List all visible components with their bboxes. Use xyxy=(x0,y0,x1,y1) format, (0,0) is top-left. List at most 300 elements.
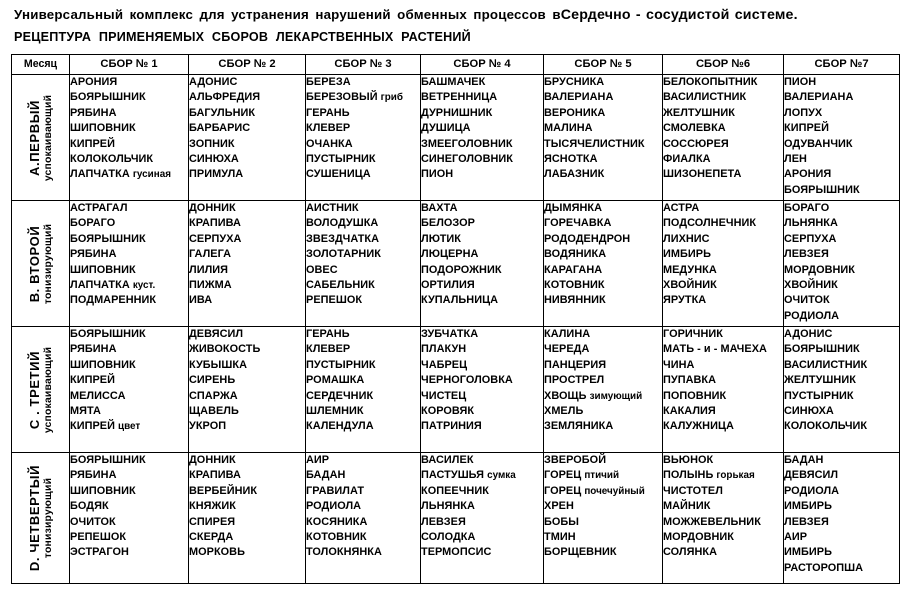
herb-name: МЕДУНКА xyxy=(663,263,717,276)
herb-list-cell xyxy=(544,75,663,201)
herb-item xyxy=(189,216,305,231)
herb-item xyxy=(663,404,783,419)
herb-list-cell xyxy=(544,327,663,453)
herb-name: ДУРНИШНИК xyxy=(421,106,493,119)
herb-name: РАСТОРОПША xyxy=(784,561,864,574)
herb-list-cell xyxy=(544,201,663,327)
herb-name: САБЕЛЬНИК xyxy=(306,279,375,292)
herb-name: СИРЕНЬ xyxy=(189,374,236,387)
herb-item xyxy=(306,453,420,468)
herb-name: БОЯРЫШНИК xyxy=(784,183,860,196)
column-header-sbor-6: СБОР №6 xyxy=(663,55,784,75)
herb-name: ЖИВОКОСТЬ xyxy=(189,343,261,356)
month-label xyxy=(27,94,53,180)
herb-name: ИМБИРЬ xyxy=(784,546,832,559)
herb-item xyxy=(663,419,783,434)
herb-name: ГОРЕЦ xyxy=(544,469,585,482)
herb-name: СИНЕГОЛОВНИК xyxy=(421,153,513,166)
herb-item xyxy=(306,90,420,105)
herb-name: ЛЬНЯНКА xyxy=(784,217,838,230)
herb-name: ЯРУТКА xyxy=(663,294,707,307)
herb-name: ЛЕВЗЕЯ xyxy=(784,515,829,528)
herb-name: ПОДСОЛНЕЧНИК xyxy=(663,217,757,230)
herb-item xyxy=(189,75,305,90)
herb-item xyxy=(663,152,783,167)
herb-item xyxy=(306,389,420,404)
month-label-main: А.ПЕРВЫЙ xyxy=(26,99,42,176)
herb-item xyxy=(70,201,188,216)
herb-name: СОССЮРЕЯ xyxy=(663,137,729,150)
herb-name: КУПАЛЬНИЦА xyxy=(421,294,499,307)
herb-item xyxy=(306,419,420,434)
herb-name: ХВОЙНИК xyxy=(663,279,717,292)
herb-item xyxy=(421,468,543,483)
herb-item xyxy=(189,484,305,499)
herb-list xyxy=(544,201,662,309)
herb-item xyxy=(663,167,783,182)
herb-name: МАЛИНА xyxy=(544,122,593,135)
herb-name: ЧЕРЕДА xyxy=(544,343,590,356)
herb-item xyxy=(306,515,420,530)
herb-item xyxy=(784,278,899,293)
table-row xyxy=(12,453,900,584)
herb-name: РОДИОЛА xyxy=(784,484,840,497)
herb-item xyxy=(544,75,662,90)
herb-name: КОРОВЯК xyxy=(421,405,475,418)
herb-name: МАЙНИК xyxy=(663,500,711,513)
herb-name: ТМИН xyxy=(544,531,576,544)
herb-item xyxy=(421,484,543,499)
herb-list xyxy=(189,75,305,183)
herb-item xyxy=(189,263,305,278)
herb-item xyxy=(663,358,783,373)
herb-name: МОРДОВНИК xyxy=(663,531,735,544)
herb-item xyxy=(421,121,543,136)
herb-item xyxy=(70,499,188,514)
herb-item xyxy=(663,389,783,404)
herb-item xyxy=(544,419,662,434)
page-title-part1: Универсальный комплекс для устранения нарушений обменных процессов в xyxy=(14,7,561,22)
herb-list-cell xyxy=(189,327,306,453)
herb-item xyxy=(70,137,188,152)
herb-list xyxy=(70,453,188,561)
herb-name: ХМЕЛЬ xyxy=(544,405,584,418)
herb-item xyxy=(70,263,188,278)
herb-name: ЛЬНЯНКА xyxy=(421,500,475,513)
herb-list xyxy=(70,201,188,309)
herb-list xyxy=(663,327,783,435)
herb-name: БОЯРЫШНИК xyxy=(70,232,146,245)
herb-item xyxy=(70,545,188,560)
herb-list xyxy=(421,201,543,309)
herb-item xyxy=(544,263,662,278)
herb-list xyxy=(663,201,783,309)
herb-item xyxy=(306,232,420,247)
herb-item xyxy=(70,327,188,342)
herb-list-cell xyxy=(663,327,784,453)
herb-name: БАДАН xyxy=(784,454,824,466)
recipe-table xyxy=(11,54,900,584)
herb-name: БОДЯК xyxy=(70,500,109,513)
herb-item xyxy=(306,468,420,483)
herb-item xyxy=(306,263,420,278)
herb-name: ОЧИТОК xyxy=(784,294,830,307)
herb-list xyxy=(306,201,420,309)
herb-name: ШИПОВНИК xyxy=(70,263,136,276)
herb-name: КАКАЛИЯ xyxy=(663,405,716,418)
herb-name: ЧЕРНОГОЛОВКА xyxy=(421,374,513,387)
herb-item xyxy=(784,419,899,434)
herb-item xyxy=(663,373,783,388)
herb-item xyxy=(70,453,188,468)
herb-item xyxy=(544,468,662,483)
herb-name: БОЯРЫШНИК xyxy=(70,328,146,340)
herb-name: ДЕВЯСИЛ xyxy=(189,328,244,340)
herb-name: БЕЛОКОПЫТНИК xyxy=(663,76,758,88)
herb-item xyxy=(421,75,543,90)
herb-name: ПИОН xyxy=(421,168,454,181)
herb-name: ЩАВЕЛЬ xyxy=(189,405,239,418)
herb-item xyxy=(784,453,899,468)
herb-item xyxy=(189,499,305,514)
herb-name: ЛИХНИС xyxy=(663,232,710,245)
herb-name: АРОНИЯ xyxy=(70,76,118,88)
herb-name: ШИПОВНИК xyxy=(70,484,136,497)
herb-name: СИНЮХА xyxy=(784,405,834,418)
herb-name: БАДАН xyxy=(306,469,346,482)
herb-name: ЛАПЧАТКА xyxy=(70,279,133,292)
herb-item xyxy=(544,358,662,373)
herb-item xyxy=(663,327,783,342)
herb-qualifier: почечуйный xyxy=(584,485,645,497)
herb-list-cell xyxy=(306,453,421,584)
herb-name: ПУСТЫРНИК xyxy=(306,153,376,166)
herb-item xyxy=(544,167,662,182)
column-header-sbor-1: СБОР № 1 xyxy=(70,55,189,75)
herb-item xyxy=(421,152,543,167)
herb-name: СПАРЖА xyxy=(189,389,238,402)
herb-name: БОЯРЫШНИК xyxy=(784,343,860,356)
herb-item xyxy=(544,278,662,293)
herb-item xyxy=(544,121,662,136)
herb-item xyxy=(306,167,420,182)
herb-item xyxy=(306,121,420,136)
herb-item xyxy=(70,247,188,262)
herb-item xyxy=(663,293,783,308)
herb-item xyxy=(421,278,543,293)
herb-item xyxy=(663,515,783,530)
herb-item xyxy=(189,90,305,105)
herb-list xyxy=(663,453,783,561)
herb-item xyxy=(70,278,188,293)
herb-name: РОДОДЕНДРОН xyxy=(544,232,631,245)
herb-list-cell xyxy=(189,453,306,584)
herb-name: ЛЕН xyxy=(784,153,807,166)
page-title xyxy=(14,6,910,24)
herb-name: ДЕВЯСИЛ xyxy=(784,469,839,482)
herb-qualifier: горькая xyxy=(716,470,755,482)
herb-name: ЧИСТОТЕЛ xyxy=(663,484,723,497)
herb-name: ГРАВИЛАТ xyxy=(306,484,365,497)
herb-item xyxy=(663,499,783,514)
herb-name: КИПРЕЙ xyxy=(784,122,829,135)
column-header-sbor-5: СБОР № 5 xyxy=(544,55,663,75)
herb-name: ДУШИЦА xyxy=(421,122,471,135)
herb-item xyxy=(421,247,543,262)
herb-name: КОСЯНИКА xyxy=(306,515,368,528)
herb-item xyxy=(784,358,899,373)
herb-name: ПИОН xyxy=(784,76,817,88)
herb-name: МОЖЖЕВЕЛЬНИК xyxy=(663,515,761,528)
herb-name: БЕЛОЗОР xyxy=(421,217,475,230)
herb-item xyxy=(544,293,662,308)
herb-name: КРАПИВА xyxy=(189,469,241,482)
page-subtitle: РЕЦЕПТУРА ПРИМЕНЯЕМЫХ СБОРОВ ЛЕКАРСТВЕННЫХ РАСТЕНИЙ xyxy=(14,30,471,44)
herb-list-cell xyxy=(306,201,421,327)
herb-item xyxy=(70,75,188,90)
herb-list xyxy=(189,453,305,561)
herb-item xyxy=(306,278,420,293)
herb-item xyxy=(421,90,543,105)
herb-name: ЖЕЛТУШНИК xyxy=(663,106,735,119)
month-label xyxy=(27,223,53,303)
herb-list-cell xyxy=(70,75,189,201)
herb-item xyxy=(421,515,543,530)
herb-item xyxy=(306,75,420,90)
herb-item xyxy=(70,342,188,357)
herb-name: КОЛОКОЛЬЧИК xyxy=(784,420,868,433)
herb-name: ШИПОВНИК xyxy=(70,122,136,135)
herb-name: КИПРЕЙ xyxy=(70,137,115,150)
herb-name: АДОНИС xyxy=(784,328,833,340)
herb-name: ФИАЛКА xyxy=(663,153,711,166)
herb-name: ПАТРИНИЯ xyxy=(421,420,482,433)
herb-name: МОРКОВЬ xyxy=(189,546,245,559)
herb-item xyxy=(189,453,305,468)
herb-item xyxy=(421,342,543,357)
herb-item xyxy=(784,201,899,216)
herb-name: ПУПАВКА xyxy=(663,374,717,387)
herb-item xyxy=(663,232,783,247)
herb-item xyxy=(189,167,305,182)
herb-list-cell xyxy=(663,201,784,327)
herb-list-cell xyxy=(421,453,544,584)
herb-name: БОБЫ xyxy=(544,515,579,528)
herb-list-cell xyxy=(421,327,544,453)
herb-name: КРАПИВА xyxy=(189,217,241,230)
herb-name: ВАСИЛЕК xyxy=(421,454,474,466)
herb-item xyxy=(421,216,543,231)
herb-name: КНЯЖИК xyxy=(189,500,236,513)
herb-item xyxy=(189,468,305,483)
herb-list-cell xyxy=(70,201,189,327)
herb-item xyxy=(306,342,420,357)
herb-item xyxy=(784,75,899,90)
month-cell xyxy=(12,453,70,584)
herb-item xyxy=(663,530,783,545)
herb-name: ХВОЙНИК xyxy=(784,279,838,292)
herb-item xyxy=(544,90,662,105)
herb-name: ЛОПУХ xyxy=(784,106,823,119)
herb-name: БОРАГО xyxy=(70,217,116,230)
herb-name: МАТЬ - и - МАЧЕХА xyxy=(663,343,767,356)
herb-item xyxy=(784,183,899,198)
herb-item xyxy=(544,499,662,514)
herb-name: ХРЕН xyxy=(544,500,574,513)
herb-list xyxy=(189,327,305,435)
herb-item xyxy=(784,106,899,121)
herb-item xyxy=(784,515,899,530)
herb-name: ЗОЛОТАРНИК xyxy=(306,248,381,261)
herb-name: ХВОЩЬ xyxy=(544,389,590,402)
herb-item xyxy=(189,373,305,388)
herb-name: ДЫМЯНКА xyxy=(544,202,603,214)
table-row xyxy=(12,201,900,327)
herb-item xyxy=(306,152,420,167)
herb-qualifier: цвет xyxy=(118,421,141,433)
herb-item xyxy=(544,201,662,216)
herb-list xyxy=(663,75,783,183)
herb-name: ОВЕС xyxy=(306,263,338,276)
herb-item xyxy=(784,484,899,499)
herb-item xyxy=(421,106,543,121)
herb-item xyxy=(784,90,899,105)
column-header-sbor-3: СБОР № 3 xyxy=(306,55,421,75)
herb-item xyxy=(784,167,899,182)
herb-item xyxy=(306,484,420,499)
herb-name: АИР xyxy=(306,454,330,466)
herb-item xyxy=(70,484,188,499)
herb-item xyxy=(189,293,305,308)
herb-item xyxy=(421,327,543,342)
herb-item xyxy=(663,453,783,468)
herb-name: ПИЖМА xyxy=(189,279,232,292)
herb-name: РОМАШКА xyxy=(306,374,365,387)
herb-qualifier: гусиная xyxy=(132,169,171,181)
herb-name: ПОДОРОЖНИК xyxy=(421,263,502,276)
herb-name: ПУСТЫРНИК xyxy=(306,358,376,371)
herb-item xyxy=(663,75,783,90)
herb-item xyxy=(306,358,420,373)
herb-name: КИПРЕЙ xyxy=(70,420,119,433)
herb-name: ГЕРАНЬ xyxy=(306,328,350,340)
herb-name: ПРИМУЛА xyxy=(189,168,244,181)
herb-name: ЛЕВЗЕЯ xyxy=(421,515,466,528)
table-row xyxy=(12,75,900,201)
herb-item xyxy=(663,106,783,121)
herb-item xyxy=(421,293,543,308)
herb-item xyxy=(421,453,543,468)
herb-qualifier: куст. xyxy=(132,280,156,292)
herb-item xyxy=(663,137,783,152)
herb-name: РЕПЕШОК xyxy=(306,294,363,307)
herb-list-cell xyxy=(663,75,784,201)
herb-list-cell xyxy=(421,201,544,327)
herb-name: БАШМАЧЕК xyxy=(421,76,486,88)
herb-name: ИВА xyxy=(189,294,213,307)
herb-item xyxy=(784,404,899,419)
herb-item xyxy=(70,152,188,167)
month-cell xyxy=(12,327,70,453)
herb-item xyxy=(544,404,662,419)
herb-name: ИМБИРЬ xyxy=(663,248,711,261)
herb-item xyxy=(189,106,305,121)
herb-item xyxy=(663,545,783,560)
herb-name: ПОДМАРЕННИК xyxy=(70,294,157,307)
herb-name: КЛЕВЕР xyxy=(306,343,351,356)
herb-list-cell xyxy=(663,453,784,584)
herb-item xyxy=(306,293,420,308)
herb-item xyxy=(784,137,899,152)
herb-name: БОРАГО xyxy=(784,202,830,214)
herb-name: РЯБИНА xyxy=(70,248,117,261)
herb-name: БОЯРЫШНИК xyxy=(70,454,146,466)
herb-name: МЯТА xyxy=(70,405,101,418)
month-label-sub: тонизирующий xyxy=(42,477,54,559)
herb-item xyxy=(784,293,899,308)
herb-name: МОРДОВНИК xyxy=(784,263,856,276)
herb-name: ОРТИЛИЯ xyxy=(421,279,475,292)
herb-item xyxy=(70,404,188,419)
herb-list xyxy=(421,453,543,561)
herb-name: СЕРДЕЧНИК xyxy=(306,389,374,402)
herb-name: БРУСНИКА xyxy=(544,76,605,88)
herb-name: АСТРА xyxy=(663,202,700,214)
herb-list xyxy=(306,327,420,435)
herb-name: ИМБИРЬ xyxy=(784,500,832,513)
herb-name: СОЛОДКА xyxy=(421,531,476,544)
herb-list-cell xyxy=(70,327,189,453)
herb-item xyxy=(663,342,783,357)
herb-item xyxy=(544,530,662,545)
document-titles xyxy=(0,0,910,45)
herb-name: ЛАПЧАТКА xyxy=(70,168,133,181)
herb-item xyxy=(189,404,305,419)
herb-name: ЗВЕЗДЧАТКА xyxy=(306,232,380,245)
herb-name: ЛЕВЗЕЯ xyxy=(784,248,829,261)
herb-item xyxy=(421,404,543,419)
herb-name: ВЕРБЕЙНИК xyxy=(189,484,258,497)
herb-name: БОРЩЕВНИК xyxy=(544,546,617,559)
herb-item xyxy=(70,167,188,182)
column-header-sbor-2: СБОР № 2 xyxy=(189,55,306,75)
herb-item xyxy=(306,530,420,545)
herb-item xyxy=(663,121,783,136)
month-label-sub: успокаивающий xyxy=(42,94,54,181)
herb-name: ПЛАКУН xyxy=(421,343,467,356)
herb-item xyxy=(70,106,188,121)
month-label-main: С . ТРЕТИЙ xyxy=(26,350,42,429)
herb-list xyxy=(544,453,662,561)
herb-name: ПРОСТРЕЛ xyxy=(544,374,605,387)
herb-name: РЕПЕШОК xyxy=(70,531,127,544)
month-label-sub: успокаивающий xyxy=(42,346,54,433)
herb-item xyxy=(189,201,305,216)
table-header xyxy=(12,55,900,75)
herb-name: ВАСИЛИСТНИК xyxy=(663,91,747,104)
herb-name: ПАНЦЕРИЯ xyxy=(544,358,607,371)
herb-list xyxy=(544,75,662,183)
herb-list xyxy=(421,327,543,435)
herb-name: РЯБИНА xyxy=(70,106,117,119)
herb-list xyxy=(306,75,420,183)
herb-item xyxy=(189,515,305,530)
herb-item xyxy=(306,106,420,121)
herb-list xyxy=(189,201,305,309)
herb-name: ВЬЮНОК xyxy=(663,454,714,466)
herb-item xyxy=(784,152,899,167)
month-label-sub: тонизирующий xyxy=(42,223,54,304)
